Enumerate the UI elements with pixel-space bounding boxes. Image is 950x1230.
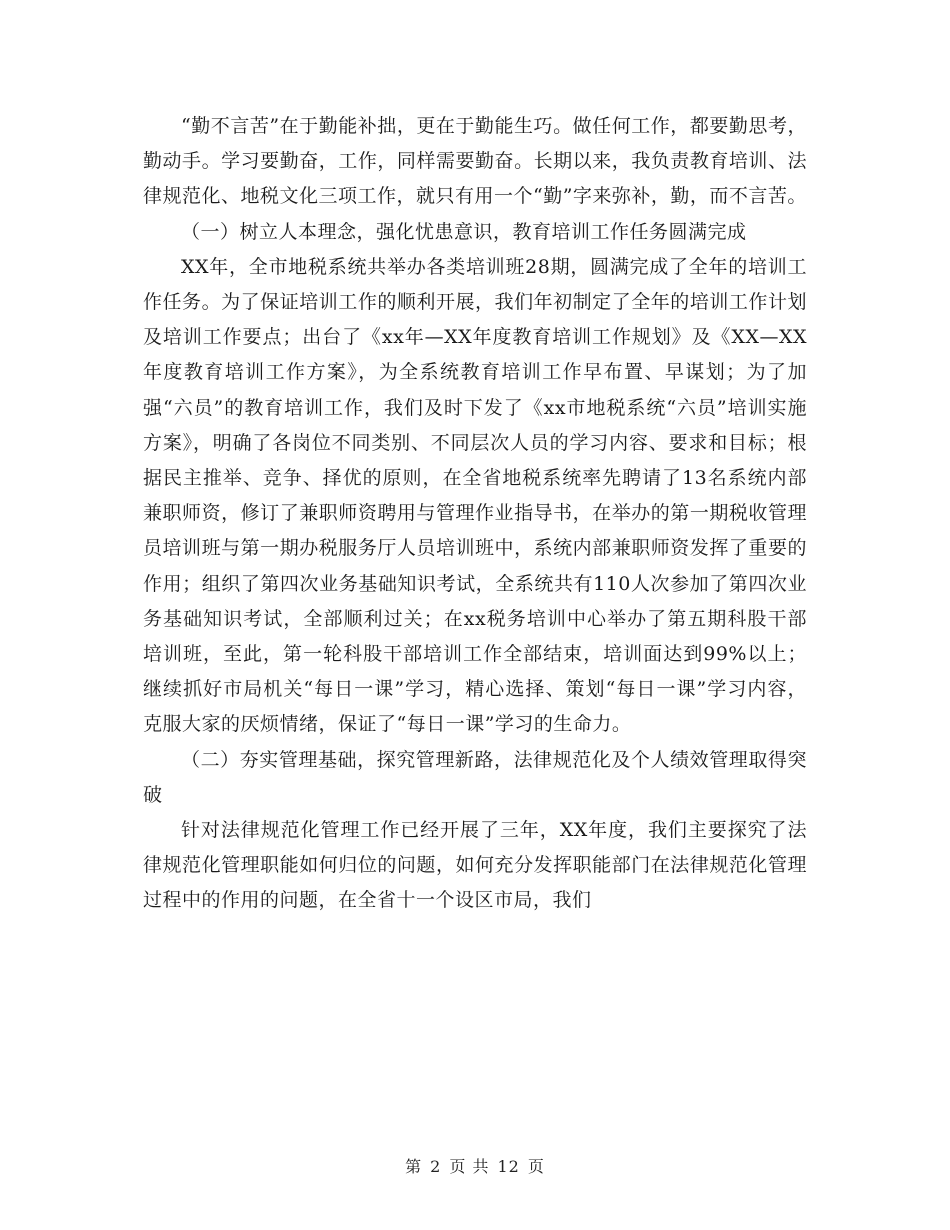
footer-suffix: 页 xyxy=(527,1157,545,1176)
section-heading-1: （一）树立人本理念，强化忧患意识，教育培训工作任务圆满完成 xyxy=(181,220,747,243)
footer-prefix: 第 xyxy=(405,1157,423,1176)
paragraph-legal: 针对法律规范化管理工作已经开展了三年，XX年度，我们主要探究了法律规范化管理职能如何归位的问题，如何充分发挥职能部门在法律规范化管理过程中的作用的问题，在全省十一个设区市局，我们 xyxy=(143,819,807,912)
footer-page-number: 2 xyxy=(430,1157,442,1176)
footer-middle: 页 共 xyxy=(449,1157,490,1176)
paragraph-training: XX年，全市地税系统共举办各类培训班28期，圆满完成了全年的培训工作任务。为了保证培训工作的顺利开展，我们年初制定了全年的培训工作计划及培训工作要点；出台了《xx年—XX年度教育培训工作规划》及《XX—XX年度教育培训工作方案》，为全系统教育培训工作早布置、早谋划；为了加强“六员”的教育培训工作，我们及时下发了《xx市地税系统“六员”培训实施方案》，明确了各岗位不同类别、不同层次人员的学习内容、要求和目标；根据民主推举、竞争、择优的原则，在全省地税系统率先聘请了13名系统内部兼职师资，修订了兼职师资聘用与管理作业指导书，在举办的第一期税收管理员培训班与第一期办税服务厅人员培训班中，系统内部兼职师资发挥了重要的作用；组织了第四次业务基础知识考试，全系统共有110人次参加了第四次业务基础知识考试，全部顺利过关；在xx税务培训中心举办了第五期科股干部培训班，至此，第一轮科股干部培训工作全部结束，培训面达到99%以上；继续抓好市局机关“每日一课”学习，精心选择、策划“每日一课”学习内容，克服大家的厌烦情绪，保证了“每日一课”学习的生命力。 xyxy=(143,255,807,736)
document-body xyxy=(143,109,807,919)
page-footer xyxy=(0,1154,950,1177)
section-heading-2: （二）夯实管理基础，探究管理新路，法律规范化及个人绩效管理取得突破 xyxy=(143,748,807,806)
paragraph-intro: “勤不言苦”在于勤能补拙，更在于勤能生巧。做任何工作，都要勤思考，勤动手。学习要勤奋，工作，同样需要勤奋。长期以来，我负责教育培训、法律规范化、地税文化三项工作，就只有用一个“勤”字来弥补，勤，而不言苦。 xyxy=(143,115,807,208)
footer-total-pages: 12 xyxy=(497,1157,520,1176)
